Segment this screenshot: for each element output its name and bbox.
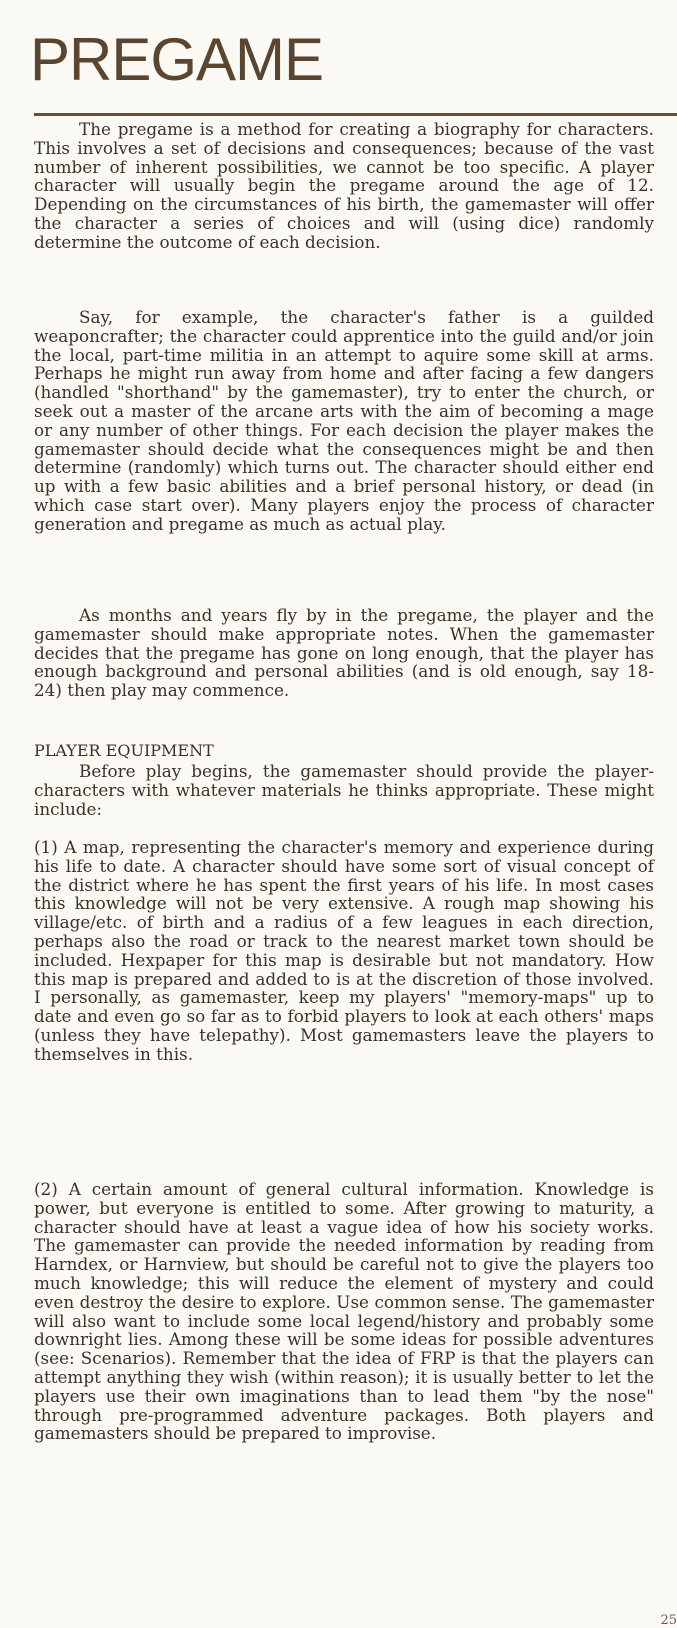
paragraph-item-map: (1) A map, representing the character's memory and experience during his life to date. A character should have some sort of visual concept of the district where he has spent the first years of his life. In most cases this knowledge will not be very extensive. A rough map showing his village/etc. of birth and a radius of a few leagues in each direction, perhaps also the road or track to the nearest market town should be included. Hexpaper for this map is desirable but not mandatory. How this map is prepared and added to is at the discretion of those involved. I personally, as gamemaster, keep my players' "memory-maps" up to date and even go so far as to forbid players to look at each others' maps (unless they have telepathy). Most gamemasters leave the players to themselves in this. xyxy=(34,837,654,1064)
section-heading-player-equipment: PLAYER EQUIPMENT xyxy=(34,741,214,760)
page-number: 25 xyxy=(660,1613,677,1628)
page-title: PREGAME xyxy=(30,26,324,93)
paragraph-equipment-intro: Before play begins, the gamemaster should provide the player-characters with whatever materials he thinks appropriate. These might include: xyxy=(34,761,654,819)
title-rule xyxy=(34,113,677,116)
paragraph-example: Say, for example, the character's father is a guilded weaponcrafter; the character could apprentice into the guild and/or join the local, part-time militia in an attempt to aquire some skill at arms. Perhaps he might run away from home and after facing a few dangers (handled "shorthand" by the gamemaster), try to enter the church, or seek out a master of the arcane arts with the aim of becoming a mage or any number of other things. For each decision the player makes the gamemaster should decide what the consequences might be and then determine (randomly) which turns out. The character should either end up with a few basic abilities and a brief personal history, or dead (in which case start over). Many players enjoy the process of character generation and pregame as much as actual play. xyxy=(34,307,654,534)
paragraph-item-culture: (2) A certain amount of general cultural information. Knowledge is power, but everyone is entitled to some. After growing to maturity, a character should have at least a vague idea of how his society works. The gamemaster can provide the needed information by reading from Harndex, or Harnview, but should be careful not to give the players too much knowledge; this will reduce the element of mystery and could even destroy the desire to explore. Use common sense. The gamemaster will also want to include some local legend/history and probably some downright lies. Among these will be some ideas for possible adventures (see: Scenarios). Remember that the idea of FRP is that the players can attempt anything they wish (within reason); it is usually better to let the players use their own imaginations than to lead them "by the nose" through pre-programmed adventure packages. Both players and gamemasters should be prepared to improvise. xyxy=(34,1179,654,1444)
paragraph-intro: The pregame is a method for creating a biography for characters. This involves a set of decisions and consequences; because of the vast number of inherent possibilities, we cannot be too specific. A player character will usually begin the pregame around the age of 12. Depending on the circumstances of his birth, the gamemaster will offer the character a series of choices and will (using dice) randomly determine the outcome of each decision. xyxy=(34,119,654,252)
paragraph-notes: As months and years fly by in the pregame, the player and the gamemaster should make appropriate notes. When the gamemaster decides that the pregame has gone on long enough, that the player has enough background and personal abilities (and is old enough, say 18-24) then play may commence. xyxy=(34,605,654,701)
